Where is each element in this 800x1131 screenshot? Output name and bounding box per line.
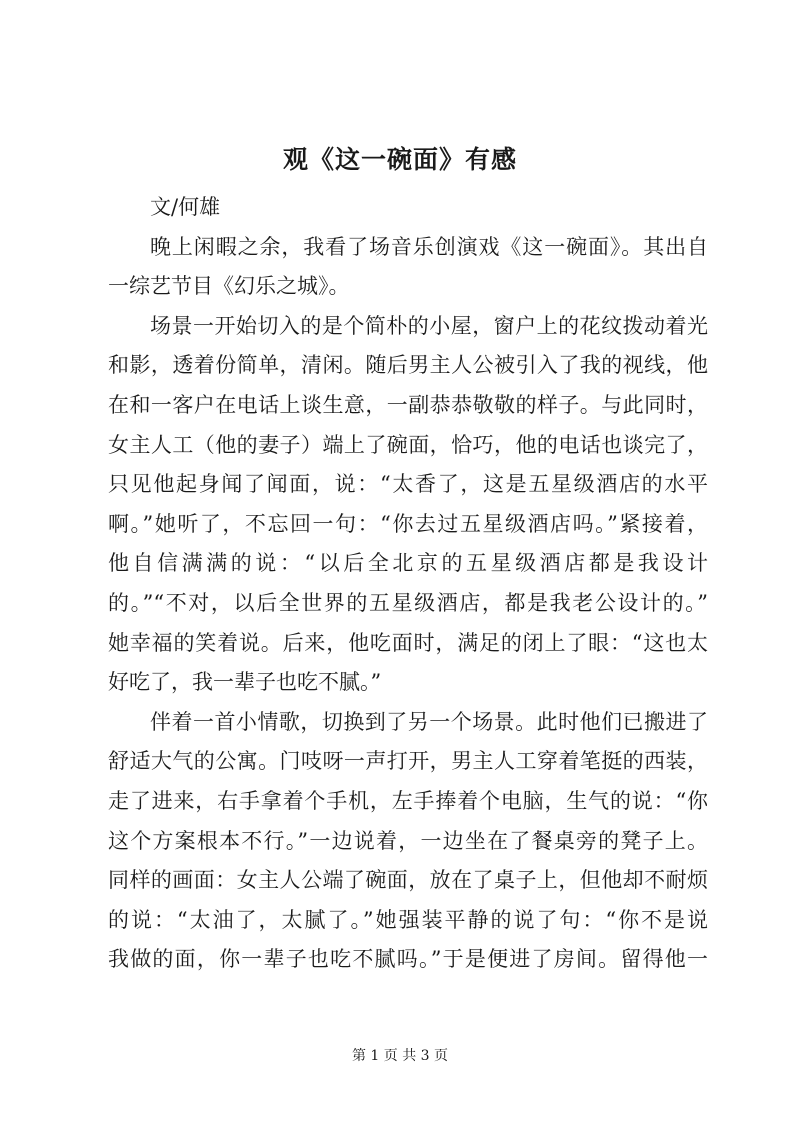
text-line: 舒适大气的公寓。门吱呀一声打开，男主人工穿着笔挺的西装， — [108, 749, 708, 774]
text-line: 同样的画面：女主人公端了碗面，放在了桌子上，但他却不耐烦 — [108, 868, 708, 893]
page-footer: 第 1 页 共 3 页 — [351, 1048, 449, 1064]
text-line: 女主人工（他的妻子）端上了碗面，恰巧，他的电话也谈完了， — [108, 432, 708, 457]
page-title: 观《这一碗面》有感 — [282, 145, 517, 174]
text-line: 一综艺节目《幻乐之城》。 — [108, 274, 350, 299]
text-line: 我做的面，你一辈子也吃不腻吗。”于是便进了房间。留得他一 — [108, 947, 708, 972]
text-line: 在和一客户在电话上谈生意，一副恭恭敬敬的样子。与此同时， — [108, 392, 708, 417]
text-line: 走了进来，右手拿着个手机，左手捧着个电脑，生气的说：“你 — [108, 788, 708, 813]
text-line: 好吃了，我一辈子也吃不腻。” — [108, 670, 382, 695]
text-line: 和影，透着份简单，清闲。随后男主人公被引入了我的视线，他 — [108, 353, 708, 378]
text-line: 他自信满满的说：“以后全北京的五星级酒店都是我设计 — [108, 551, 708, 576]
text-line: 只见他起身闻了闻面，说：“太香了，这是五星级酒店的水平 — [108, 472, 708, 497]
author-line: 文/何雄 — [150, 195, 221, 219]
paragraph-3 — [108, 703, 708, 980]
paragraph-2 — [108, 307, 708, 703]
document-body — [108, 188, 708, 980]
text-line: 她幸福的笑着说。后来，他吃面时，满足的闭上了眼：“这也太 — [108, 630, 708, 655]
text-line: 晚上闲暇之余，我看了场音乐创演戏《这一碗面》。其出自 — [150, 234, 708, 259]
text-line: 啊。”她听了，不忘回一句：“你去过五星级酒店吗。”紧接着， — [108, 511, 708, 536]
text-line: 伴着一首小情歌，切换到了另一个场景。此时他们已搬进了 — [150, 709, 708, 734]
text-line: 场景一开始切入的是个简朴的小屋，窗户上的花纹拨动着光 — [150, 313, 708, 338]
text-line: 的。”“不对，以后全世界的五星级酒店，都是我老公设计的。” — [108, 590, 708, 615]
text-line: 的说：“太油了，太腻了。”她强装平静的说了句：“你不是说 — [108, 907, 708, 932]
text-line: 这个方案根本不行。”一边说着，一边坐在了餐桌旁的凳子上。 — [108, 828, 708, 853]
paragraph-1 — [108, 228, 708, 307]
